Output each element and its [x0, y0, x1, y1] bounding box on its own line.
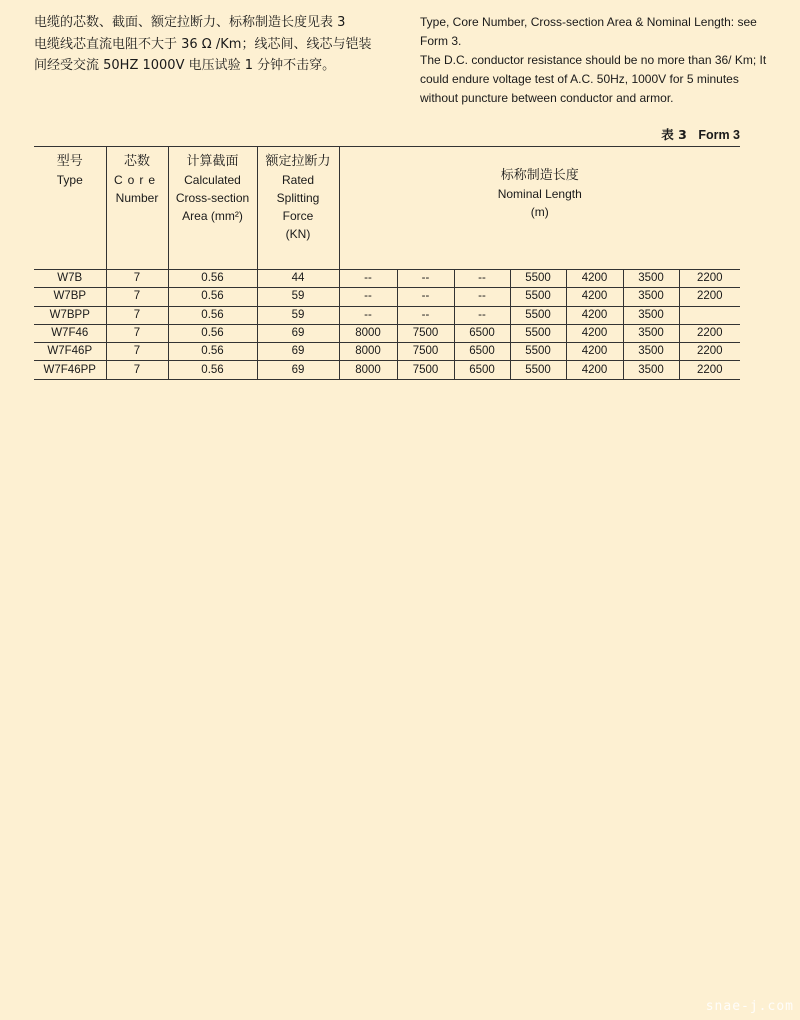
- cell-l3: 6500: [454, 343, 510, 361]
- cell-l2: --: [397, 270, 454, 288]
- cell-core: 7: [106, 361, 168, 379]
- cell-l7: 2200: [679, 324, 740, 342]
- cell-l3: --: [454, 270, 510, 288]
- cell-type: W7F46PP: [34, 361, 106, 379]
- cell-l5: 4200: [566, 324, 623, 342]
- table-row: [34, 324, 740, 342]
- form-caption-cn: 表 3: [661, 127, 687, 142]
- cell-l1: --: [339, 288, 397, 306]
- cell-l1: 8000: [339, 324, 397, 342]
- table-body: [34, 270, 740, 380]
- cell-l5: 4200: [566, 343, 623, 361]
- table-row: [34, 361, 740, 379]
- cell-type: W7F46P: [34, 343, 106, 361]
- cell-l1: --: [339, 270, 397, 288]
- cell-area: 0.56: [168, 270, 257, 288]
- cell-force: 69: [257, 343, 339, 361]
- cell-l4: 5500: [510, 361, 566, 379]
- cell-l6: 3500: [623, 288, 679, 306]
- cell-l4: 5500: [510, 270, 566, 288]
- cell-l7: [679, 306, 740, 324]
- intro-chinese: [34, 12, 394, 77]
- cell-force: 59: [257, 306, 339, 324]
- cell-l5: 4200: [566, 270, 623, 288]
- cell-type: W7B: [34, 270, 106, 288]
- cell-l3: --: [454, 288, 510, 306]
- cell-l3: --: [454, 306, 510, 324]
- cell-core: 7: [106, 288, 168, 306]
- header-area: 计算截面 Calculated Cross-section Area (mm²): [168, 147, 257, 270]
- cell-l7: 2200: [679, 343, 740, 361]
- spec-table: [34, 146, 740, 380]
- table-header-row: [34, 147, 740, 270]
- intro-cn-line-2: 电缆线芯直流电阻不大于 36 Ω /Km；线芯间、线芯与铠装: [34, 36, 372, 52]
- cell-area: 0.56: [168, 324, 257, 342]
- cell-l4: 5500: [510, 288, 566, 306]
- cell-l2: 7500: [397, 324, 454, 342]
- cell-l4: 5500: [510, 324, 566, 342]
- cell-force: 69: [257, 324, 339, 342]
- cell-l6: 3500: [623, 343, 679, 361]
- intro-en-line-1: Type, Core Number, Cross-section Area & Nominal Length: see Form 3.: [420, 15, 757, 48]
- header-core: 芯数 Core Number: [106, 147, 168, 270]
- table-row: [34, 270, 740, 288]
- cell-l6: 3500: [623, 324, 679, 342]
- cell-l4: 5500: [510, 343, 566, 361]
- table-row: [34, 306, 740, 324]
- cell-l7: 2200: [679, 288, 740, 306]
- cell-l5: 4200: [566, 306, 623, 324]
- cell-l1: 8000: [339, 361, 397, 379]
- cell-force: 69: [257, 361, 339, 379]
- cell-l5: 4200: [566, 361, 623, 379]
- cell-l6: 3500: [623, 306, 679, 324]
- cell-l3: 6500: [454, 324, 510, 342]
- cell-l4: 5500: [510, 306, 566, 324]
- cell-area: 0.56: [168, 343, 257, 361]
- watermark: snae-j.com: [705, 999, 794, 1014]
- cell-l7: 2200: [679, 361, 740, 379]
- cell-force: 59: [257, 288, 339, 306]
- intro-cn-line-3: 间经受交流 50HZ 1000V 电压试验 1 分钟不击穿。: [34, 58, 336, 73]
- form-caption-en: Form 3: [698, 128, 740, 142]
- form-caption: [600, 125, 740, 143]
- header-force: 额定拉断力 Rated Splitting Force (KN): [257, 147, 339, 270]
- cell-l1: --: [339, 306, 397, 324]
- cell-l2: 7500: [397, 343, 454, 361]
- header-length: 标称制造长度 Nominal Length (m): [497, 168, 582, 219]
- cell-l7: 2200: [679, 270, 740, 288]
- intro-english: [420, 13, 780, 108]
- cell-l2: --: [397, 306, 454, 324]
- cell-core: 7: [106, 306, 168, 324]
- cell-l5: 4200: [566, 288, 623, 306]
- cell-l3: 6500: [454, 361, 510, 379]
- cell-area: 0.56: [168, 306, 257, 324]
- intro-en-line-2: The D.C. conductor resistance should be no more than 36/ Km; It could endure voltage test of A.C. 50Hz, 1000V for 5 minutes without puncture between conductor and armor.: [420, 53, 767, 105]
- intro-cn-line-1: 电缆的芯数、截面、额定拉断力、标称制造长度见表 3: [34, 15, 346, 30]
- cell-area: 0.56: [168, 288, 257, 306]
- cell-area: 0.56: [168, 361, 257, 379]
- table-row: [34, 343, 740, 361]
- cell-force: 44: [257, 270, 339, 288]
- table-row: [34, 288, 740, 306]
- cell-l6: 3500: [623, 270, 679, 288]
- cell-l6: 3500: [623, 361, 679, 379]
- cell-core: 7: [106, 343, 168, 361]
- header-type: 型号 Type: [34, 147, 106, 270]
- cell-type: W7F46: [34, 324, 106, 342]
- cell-core: 7: [106, 324, 168, 342]
- cell-type: W7BP: [34, 288, 106, 306]
- cell-l2: --: [397, 288, 454, 306]
- cell-l1: 8000: [339, 343, 397, 361]
- cell-l2: 7500: [397, 361, 454, 379]
- cell-core: 7: [106, 270, 168, 288]
- cell-type: W7BPP: [34, 306, 106, 324]
